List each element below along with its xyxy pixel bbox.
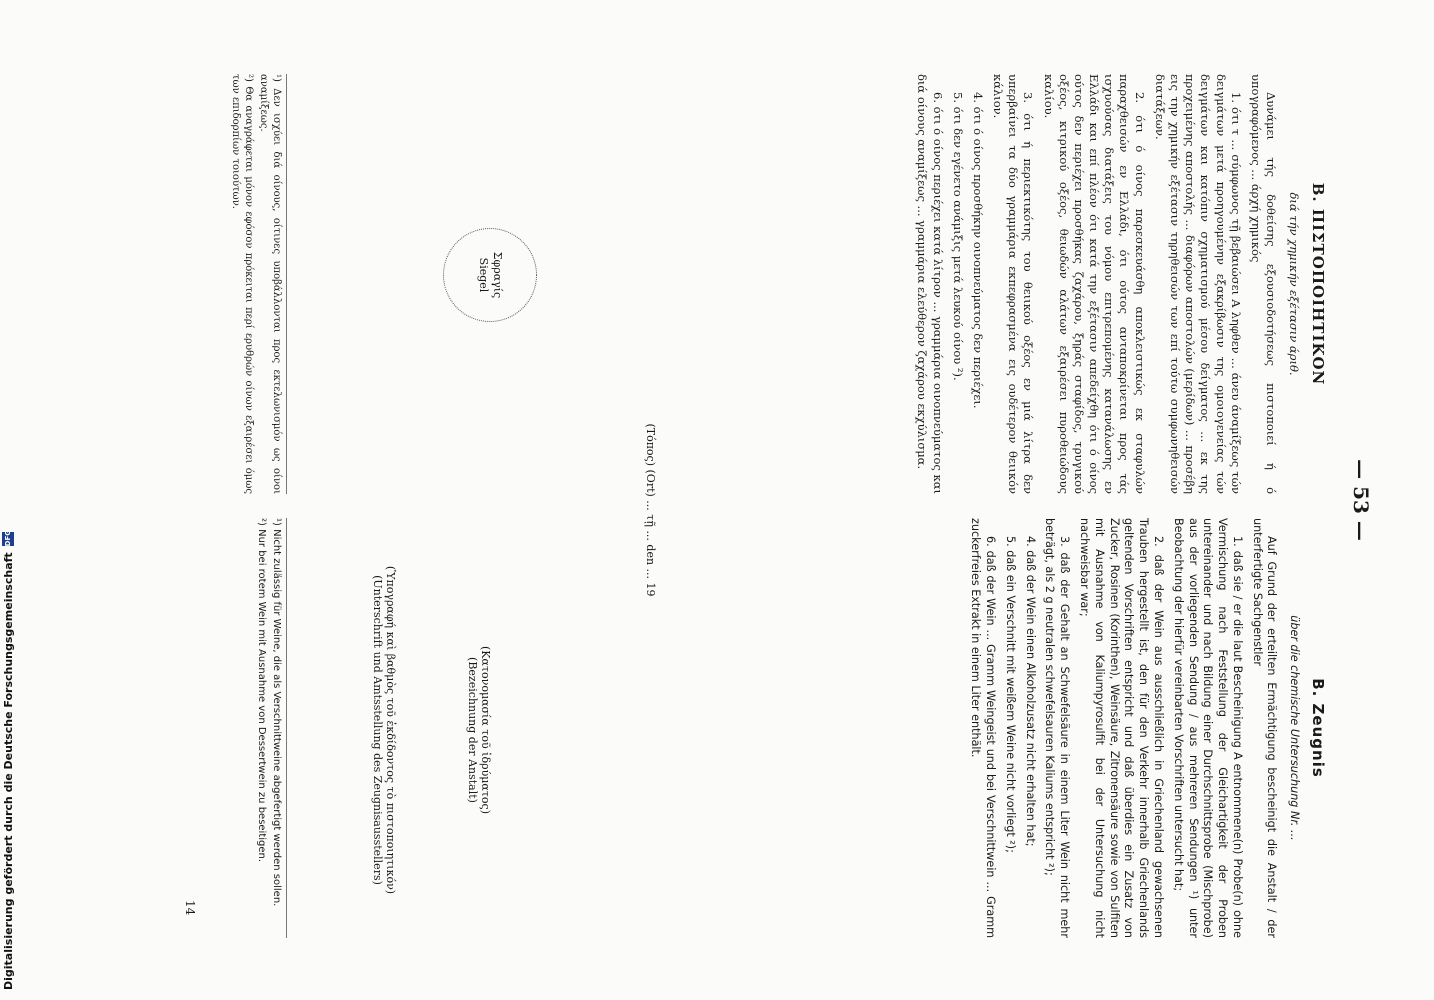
institution-label xyxy=(466,530,492,930)
greek-clause-4: 4. ότι ό οίνος προσθήκην οινοπνεύματος δεν περιέχει. xyxy=(970,92,985,409)
greek-clause-6: 6. ότι ό οίνος περιέχει κατά λίτρον ... γραμμάρια οινοπνεύματος και διά οίνους αναμίξεως ... γραμμάρια ελεύθερον ζαχάρου εκχύλισμα. xyxy=(915,74,945,494)
institution-label-greek: (Κατονομασία τοῦ ἱδρύματος) xyxy=(479,646,492,814)
institution-label-german: (Bezeichnung der Anstalt) xyxy=(466,657,479,803)
signature-label-german: (Unterschrift und Amtsstellung des Zeugnisausstellers) xyxy=(371,575,384,885)
german-intro: Auf Grund der erteilten Ermächtigung bescheinigt die Anstalt / der unterfertigte Sachgenstler xyxy=(1250,518,1279,938)
rotated-page xyxy=(37,50,1397,950)
seal-greek: Σφραγίς xyxy=(491,251,505,299)
dfg-logo: DFG xyxy=(4,529,12,547)
document-page xyxy=(37,50,1397,950)
greek-footnotes xyxy=(227,74,287,494)
greek-footnote-1: ¹) Δεν ισχύει διά οίνους, οίτινες υποβάλλονται προς εκτελωνισμόν ως οίνοι αναμίξεως. xyxy=(258,74,282,494)
credit-text: Digitalisierung gefördert durch die Deutsche Forschungsgemeinschaft xyxy=(1,552,15,990)
signature-label xyxy=(371,530,397,930)
greek-footnote-2: ²) Θα αναγράφεται μόνον εφόσον πρόκειται περί ερυθρών οίνων εξαιρέσει όμως των επιδορπίων τοιούτων. xyxy=(230,74,254,494)
page-number: — 53 — xyxy=(1349,459,1373,541)
greek-title: Β. ΠΙΣΤΟΠΟΙΗΤΙΚΟΝ xyxy=(1309,182,1327,386)
official-seal xyxy=(443,228,537,322)
signature-label-greek: (Ὑπογραφή καὶ βαθμὸς τοῦ ἐκδίδοντος τὸ πιστοποιητικόν) xyxy=(384,565,397,895)
greek-clause-5: 5. ότι δεν εγένετο ανάμιξις μετά λευκού οίνου ²). xyxy=(950,92,965,381)
german-title: B. Zeugnis xyxy=(1309,678,1327,778)
greek-clause-1: 1. ότι τ ... σύμφωνος τῇ βεβαιώσει Α ληφθεν ... άνευ άναμίξεως τών δειγμάτων μετά προηγουμένην εξακρίβωσιν της ομοιογενείας τών δειγμάτων και κατόπιν σχηματισμού μέσου δείγματος ... εκ της προχειμένης αποστολής ... διαφόρων αποστολών (μερίδων) ... προσέβη εις την χημικήν εξέτασιν τηρηθεισών των επί τούτω συμφωνηθεισών διατάξεων. xyxy=(1152,74,1243,494)
greek-clause-2: 2. ότι ό οίνος παρεσκευάσθη αποκλειστικώς εκ σταφυλών παραχθεισών εν Ελλάδι, ότι ούτος ανταποκρίνεται προς τάς ισχυούσας διατάξεις του νόμου επιτρεπομένης κατανάλωσης εν Ελλάδι και επί πλέον ότι κατά την εξέτασιν απεδείχθη ότι ό οίνος ούτος δεν περιέχει προσθήκας ζαχάρου, ξηράς σταφίδος, τρυγικού οξέος, κιτρικού οξέος, θειωδών αλάτων εξαιρέσει πυροθειώδους καλίου. xyxy=(1041,74,1147,494)
german-clause-6: 6. daß der Wein ... Gramm Weingeist und bei Verschnittwein ... Gramm zuckerfreies Extrakt in einem Liter enthält. xyxy=(969,518,998,938)
greek-subtitle: διά τήν χημικήν εξέτασιν άριθ. xyxy=(1287,192,1302,376)
german-clause-3: 3. daß der Gehalt an Schwefelsäure in einem Liter Wein nicht mehr beträgt, als 2 g neutralen schwefelsauren Kaliums entspricht ²); xyxy=(1043,518,1072,938)
german-clause-1: 1. daß sie / er die laut Bescheinigung A entnommene(n) Probe(n) ohne Vermischung nach Feststellung der Gleichartigkeit der Proben untereinander und nach Bildung einer Durchschnittsprobe (Mischprobe) aus der vorliegenden Sendung / aus mehreren Sendungen ¹) unter Beobachtung der hierfür vereinbarten Vorschriften untersucht hat; xyxy=(1171,518,1244,938)
greek-intro: Δυνάμει τής δοθείσης εξουσιοδοτήσεως πιστοποιεί ή ό υπογραφόμενος ... άρχή χημικός xyxy=(1248,74,1279,494)
german-clause-4: 4. daß der Wein einen Alkoholzusatz nicht erhalten hat; xyxy=(1023,536,1037,847)
place-date-line: (Τόπος) (Ort) ... τῇ ... den ... 19 xyxy=(644,423,657,597)
greek-clause-3: 3. ότι ή περιεκτικότης του θειικού οξέος εν μιά λίτρα δεν υπερβαίνει τα δύο γραμμάρια εκπεφρασμένα εις ουδέτερον θειικόν κάλιον. xyxy=(991,74,1036,494)
digitization-credit xyxy=(0,0,16,1000)
german-footnote-2: ²) Nur bei rotem Wein mit Ausnahme von Dessertwein zu beseitigen. xyxy=(256,518,267,863)
german-clause-5: 5. daß ein Verschnitt mit weißem Weine nicht vorliegt ²); xyxy=(1003,536,1017,853)
side-page-number: 14 xyxy=(183,900,197,916)
german-footnotes xyxy=(253,518,287,938)
greek-column xyxy=(909,74,1327,494)
german-clause-2: 2. daß der Wein aus ausschließlich in Griechenland gewachsenen Trauben hergestellt ist, den für den Verkehr innerhalb Griechenlands geltenden Vorschriften entspricht und daß überdies ein Zusatz von Zucker, Rosinen (Korinthen), Weinsäure, Zitronensäure sowie von Sulfiten mit Ausnahme von Kaliumpyrosulfit bei der Untersuchung nicht nachweisbar war; xyxy=(1078,518,1165,938)
seal-german: Siegel xyxy=(477,257,490,293)
german-column xyxy=(963,518,1327,938)
german-footnote-1: ¹) Nicht zulässig für Weine, die als Verschnittweine abgefertigt werden sollen. xyxy=(271,518,282,907)
german-subtitle: über die chemische Untersuchung Nr. ... xyxy=(1288,615,1302,841)
